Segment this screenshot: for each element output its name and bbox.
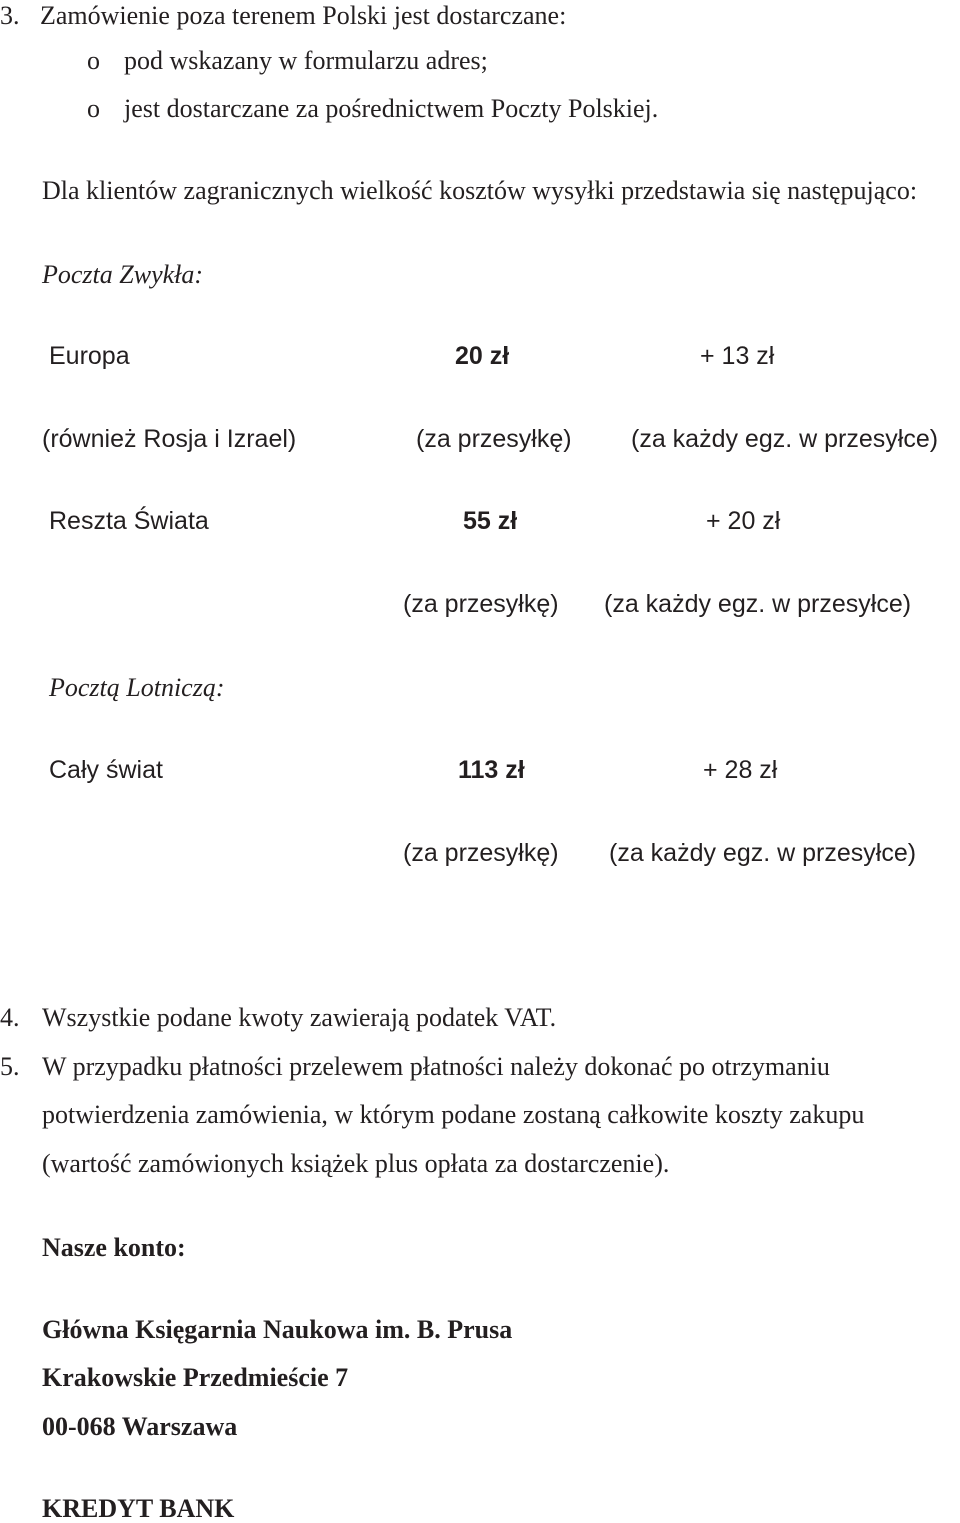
rest-of-world-label: Reszta Świata — [49, 507, 209, 535]
account-heading: Nasze konto: — [42, 1233, 186, 1262]
bullet-marker: o — [87, 46, 100, 75]
account-bank: KREDYT BANK — [42, 1494, 235, 1523]
rest-of-world-base-note: (za przesyłkę) — [403, 590, 559, 618]
whole-world-label: Cały świat — [49, 756, 163, 784]
whole-world-base-note: (za przesyłkę) — [403, 839, 559, 867]
account-city: 00-068 Warszawa — [42, 1412, 238, 1441]
europe-note: (również Rosja i Izrael) — [42, 425, 297, 453]
item-3-number: 3. — [0, 1, 20, 30]
europe-base-price: 20 zł — [455, 342, 510, 370]
account-name: Główna Księgarnia Naukowa im. B. Prusa — [42, 1315, 513, 1344]
air-mail-heading: Pocztą Lotniczą: — [49, 673, 225, 702]
item-3-text: Zamówienie poza terenem Polski jest dostarczane: — [40, 1, 567, 30]
europe-label: Europa — [49, 342, 130, 370]
item-5-number: 5. — [0, 1052, 20, 1081]
item-5-line: potwierdzenia zamówienia, w którym podane zostaną całkowite koszty zakupu — [42, 1100, 865, 1129]
item-4-number: 4. — [0, 1003, 20, 1032]
bullet-marker: o — [87, 94, 100, 123]
regular-mail-heading: Poczta Zwykła: — [42, 260, 204, 289]
bullet-text: jest dostarczane za pośrednictwem Poczty Polskiej. — [124, 94, 659, 123]
whole-world-extra-note: (za każdy egz. w przesyłce) — [609, 839, 917, 867]
rest-of-world-extra-price: + 20 zł — [706, 507, 781, 535]
whole-world-extra-price: + 28 zł — [703, 756, 778, 784]
europe-extra-note: (za każdy egz. w przesyłce) — [631, 425, 939, 453]
item-5-line: (wartość zamówionych książek plus opłata za dostarczenie). — [42, 1149, 670, 1178]
item-5-line: W przypadku płatności przelewem płatności należy dokonać po otrzymaniu — [42, 1052, 830, 1081]
rest-of-world-extra-note: (za każdy egz. w przesyłce) — [604, 590, 912, 618]
europe-base-note: (za przesyłkę) — [416, 425, 572, 453]
bullet-text: pod wskazany w formularzu adres; — [124, 46, 488, 75]
europe-extra-price: + 13 zł — [700, 342, 775, 370]
whole-world-base-price: 113 zł — [458, 756, 525, 784]
shipping-intro: Dla klientów zagranicznych wielkość kosztów wysyłki przedstawia się następująco: — [42, 176, 918, 205]
item-4-text: Wszystkie podane kwoty zawierają podatek VAT. — [42, 1003, 557, 1032]
rest-of-world-base-price: 55 zł — [463, 507, 518, 535]
account-street: Krakowskie Przedmieście 7 — [42, 1363, 349, 1392]
